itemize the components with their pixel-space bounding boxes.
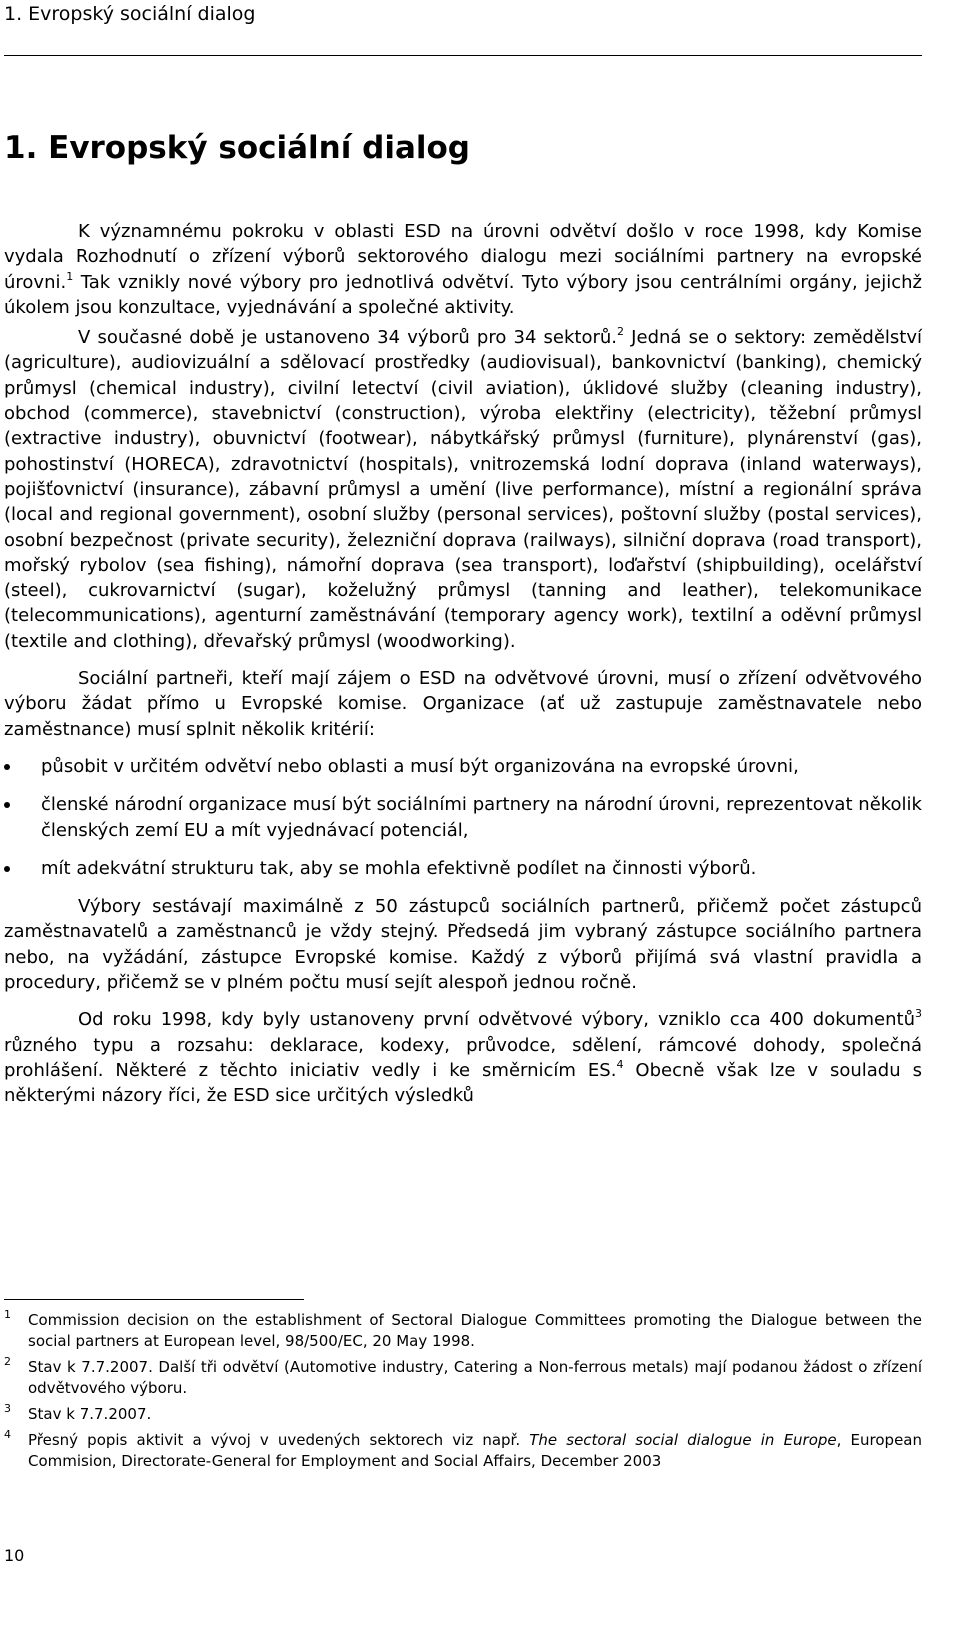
running-header: 1. Evropský sociální dialog (4, 3, 256, 25)
footnote-text: Stav k 7.7.2007. Další tři odvětví (Automotive industry, Catering a Non-ferrous metals) mají podanou žádost o zřízení odvětvového výboru. (28, 1358, 922, 1397)
page-number: 10 (4, 1546, 25, 1565)
paragraph-4: Výbory sestávají maximálně z 50 zástupců sociálních partnerů, přičemž počet zástupců zaměstnavatelů a zaměstnanců je vždy stejný. Předsedá jim vybraný zástupce sociálního partnera nebo, na vyžádání, zástupce Evropské komise. Každý z výborů přijímá svá vlastní pravidla a procedury, přičemž se v plném počtu musí sejít alespoň jednou ročně. (4, 896, 922, 994)
header-rule (4, 55, 922, 56)
paragraph-2-part-a: V současné době je ustanoveno 34 výborů pro 34 sektorů. (78, 327, 618, 349)
body-text (4, 219, 922, 1121)
footnote-ref-1: 1 (66, 269, 74, 283)
footnote-text-a: Přesný popis aktivit a vývoj v uvedených sektorech viz např. (28, 1431, 530, 1449)
bullet-icon (4, 802, 10, 808)
footnote-number: 3 (4, 1402, 11, 1415)
footnote-text: Stav k 7.7.2007. (28, 1405, 152, 1423)
footnote-text: Commission decision on the establishment of Sectoral Dialogue Committees promoting the Dialogue between the social partners at European level, 98/500/EC, 20 May 1998. (28, 1311, 922, 1350)
list-item-text: působit v určitém odvětví nebo oblasti a musí být organizována na evropské úrovni, (41, 755, 799, 777)
paragraph-1-part-b: Tak vznikly nové výbory pro jednotlivá odvětví. Tyto výbory jsou centrálními orgány, jejichž úkolem jsou konzultace, vyjednávání a společné aktivity. (4, 271, 922, 318)
bullet-icon (4, 764, 10, 770)
footnote-4 (4, 1430, 922, 1472)
footnote-ref-3: 3 (915, 1007, 922, 1021)
footnote-1 (4, 1310, 922, 1352)
footnote-ref-2: 2 (617, 325, 625, 339)
footnote-separator (4, 1299, 304, 1300)
footnotes (4, 1310, 922, 1477)
list-item-text: mít adekvátní strukturu tak, aby se mohla efektivně podílet na činnosti výborů. (41, 857, 757, 879)
paragraph-2-part-b: Jedná se o sektory: zemědělství (agriculture), audiovizuální a sdělovací prostředky (audiovisual), bankovnictví (banking), chemický průmysl (chemical industry), civilní letectví (civil aviation), úklidové služby (cleaning industry), obchod (commerce), stavebnictví (construction), výroba elektřiny (electricity), těžební průmysl (extractive industry), obuvnictví (footwear), nábytkářský průmysl (furniture), plynárenství (gas), pohostinství (HORECA), zdravotnictví (hospitals), vnitrozemská lodní doprava (inland waterways), pojišťovnictví (insurance), zábavní průmysl a umění (live performance), místní a regionální správa (local and regional government), osobní služby (personal services), poštovní služby (postal services), osobní bezpečnost (private security), železniční doprava (railways), silniční doprava (road transport), mořský rybolov (sea fishing), námořní doprava (sea transport), loďařství (shipbuilding), ocelářství (steel), cukrovarnictví (sugar), koželužný průmysl (tanning and leather), telekomunikace (telecommunications), agenturní zaměstnávání (temporary agency work), textilní a oděvní průmysl (textile and clothing), dřevařský průmysl (woodworking). (4, 327, 922, 652)
paragraph-3: Sociální partneři, kteří mají zájem o ESD na odvětvové úrovni, musí o zřízení odvětvového výboru žádat přímo u Evropské komise. Organizace (ať už zastupuje zaměstnavatele nebo zaměstnance) musí splnit několik kritérií: (4, 668, 922, 740)
paragraph-2 (4, 325, 922, 654)
criteria-list (4, 754, 922, 881)
list-item-text: členské národní organizace musí být sociálními partnery na národní úrovni, reprezentovat několik členských zemí EU a mít vyjednávací potenciál, (41, 794, 922, 841)
paragraph-5 (4, 1007, 922, 1108)
chapter-title: 1. Evropský sociální dialog (4, 130, 470, 166)
footnote-ref-4: 4 (616, 1057, 624, 1071)
paragraph-5-part-c: Obecně však lze v souladu s některými názory říci, že ESD sice určitých výsledků (4, 1059, 922, 1107)
footnote-2 (4, 1357, 922, 1399)
footnote-number: 4 (4, 1428, 11, 1441)
footnote-text-b: , European Commision, Directorate-General for Employment and Social Affairs, December 2003 (28, 1431, 922, 1470)
paragraph-5-part-b: různého typu a rozsahu: deklarace, kodexy, průvodce, sdělení, rámcové dohody, společná prohlášení. Některé z těchto iniciativ vedly i ke směrnicím ES. (4, 1034, 922, 1081)
list-item (4, 856, 922, 881)
footnote-3 (4, 1404, 922, 1425)
footnote-number: 2 (4, 1355, 11, 1368)
paragraph-5-part-a: Od roku 1998, kdy byly ustanoveny první odvětvové výbory, vzniklo cca 400 dokumentů (78, 1009, 915, 1031)
list-item (4, 754, 922, 779)
list-item (4, 792, 922, 843)
bullet-icon (4, 866, 10, 872)
paragraph-1-part-a: K významnému pokroku v oblasti ESD na úrovni odvětví došlo v roce 1998, kdy Komise vydala Rozhodnutí o zřízení výborů sektorového dialogu mezi sociálními partnery na evropské úrovni. (4, 221, 922, 293)
footnote-number: 1 (4, 1308, 11, 1321)
footnote-cited-title: The sectoral social dialogue in Europe (529, 1431, 837, 1449)
paragraph-1 (4, 219, 922, 320)
